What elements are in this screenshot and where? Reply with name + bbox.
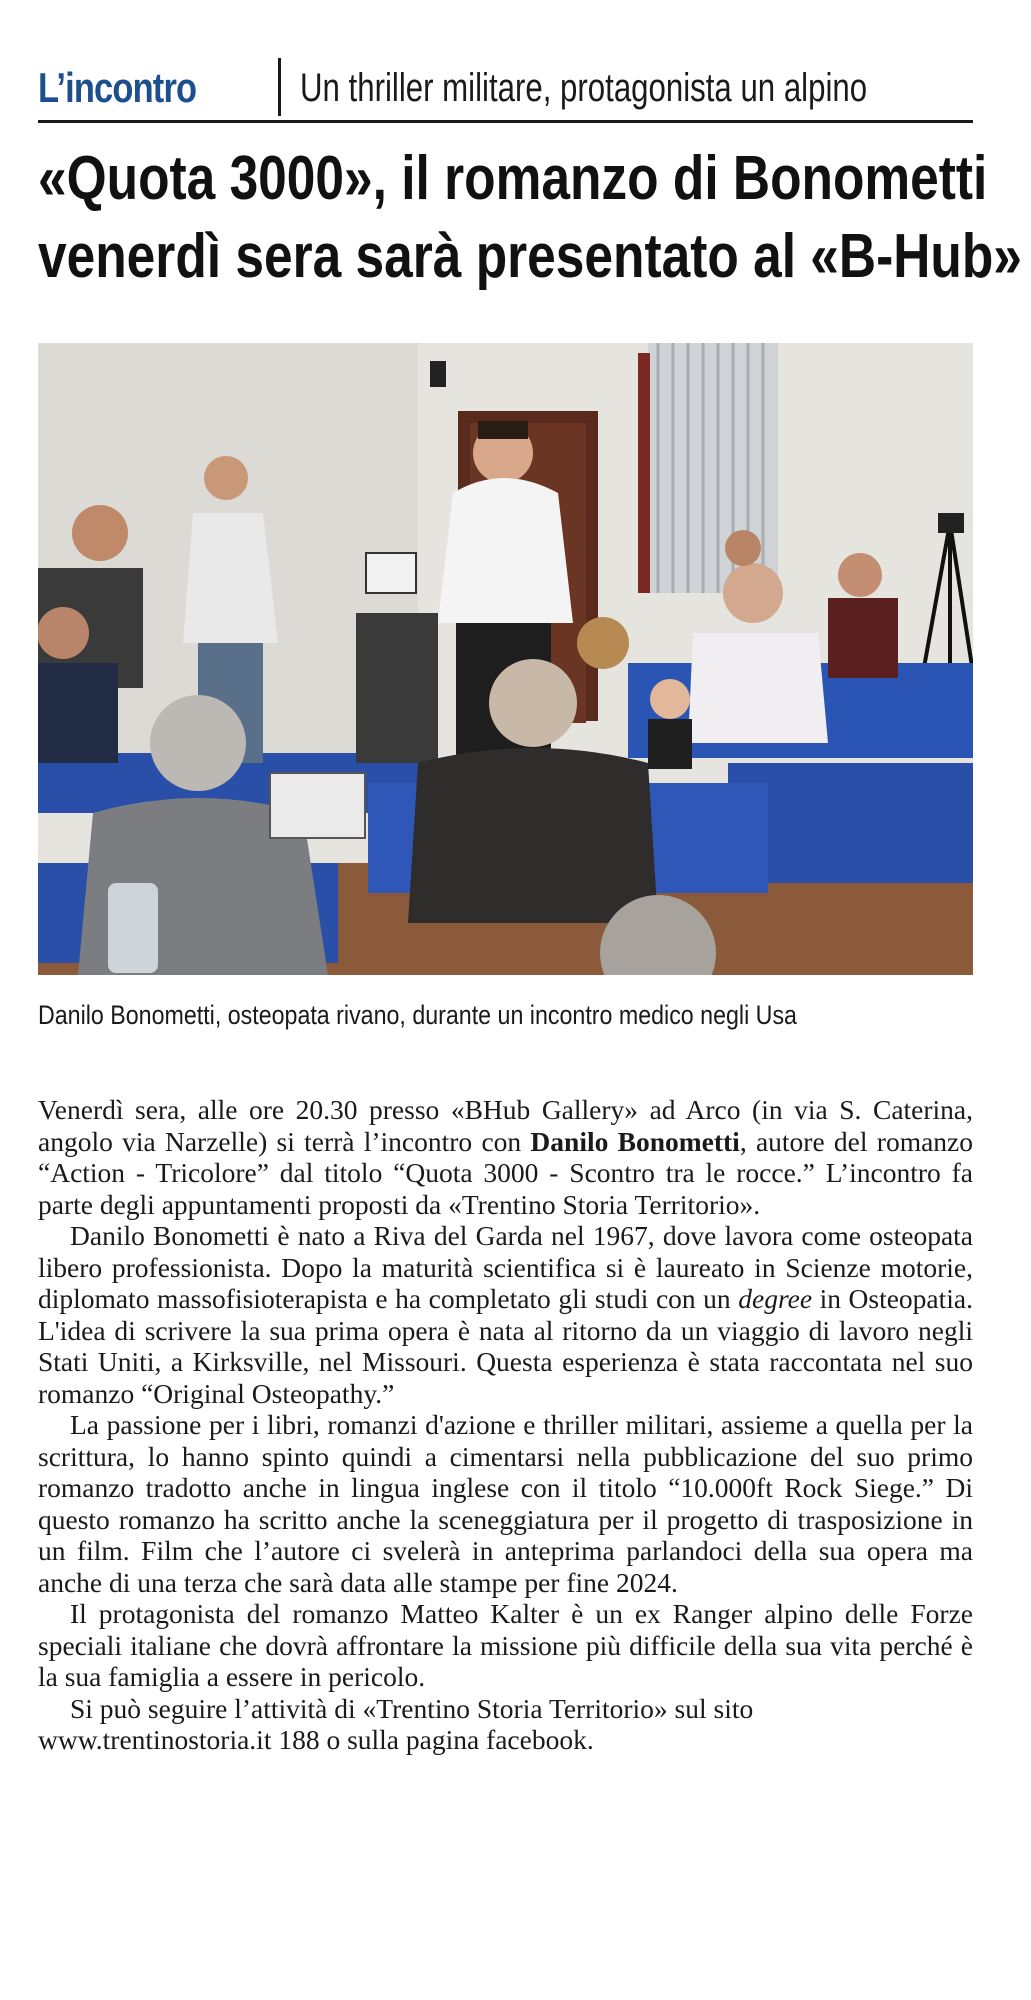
paragraph-2: Danilo Bonometti è nato a Riva del Garda nel 1967, dove lavora come osteopata libero professionista. Dopo la maturità scientifica si è laureato in Scienze motorie, diplomato massofisioterapista e ha completato gli studi con un degree in Osteopatia. L'idea di scrivere la sua prima opera è nata al ritorno da un viaggio di lavoro negli Stati Uniti, a Kirksville, nel Missouri. Questa esperienza è stata raccontata nel suo romanzo “Original Osteopathy.” [38,1220,973,1409]
author-name: Danilo Bonometti [530,1125,740,1157]
paragraph-1: Venerdì sera, alle ore 20.30 presso «BHub Gallery» ad Arco (in via S. Caterina, angolo via Narzelle) si terrà l’incontro con Danilo Bonometti, autore del romanzo “Action - Tricolore” dal titolo “Quota 3000 - Scontro tra le rocce.” L’incontro fa parte degli appuntamenti proposti da «Trentino Storia Territorio». [38,1094,974,1220]
article-body [38,1094,973,1756]
headline [38,140,1022,296]
article-photo [38,343,973,975]
paragraph-4: Il protagonista del romanzo Matteo Kalter è un ex Ranger alpino delle Forze speciali italiane che dovrà affrontare la missione più difficile della sua vita perché è la sua famiglia a essere in pericolo. [38,1598,973,1692]
paragraph-3: La passione per i libri, romanzi d'azione e thriller militari, assieme a quella per la scrittura, lo hanno spinto quindi a cimentarsi nella pubblicazione del suo primo romanzo tradotto anche in lingua inglese con il titolo “10.000ft Rock Siege.” Di questo romanzo ha scritto anche la sceneggiatura per il progetto di trasposizione in un film. Film che l’autore ci svelerà in anteprima parlandoci della sua opera ma anche di una terza che sarà data alle stampe per fine 2024. [38,1409,973,1598]
kicker-subtitle: Un thriller militare, protagonista un alpino [300,66,868,110]
photo-caption: Danilo Bonometti, osteopata rivano, durante un incontro medico negli Usa [38,1000,797,1030]
paragraph-5: Si può seguire l’attività di «Trentino Storia Territorio» sul sito www.trentinostoria.it 188 o sulla pagina facebook. [38,1692,754,1755]
headline-line-2: venerdì sera sarà presentato al «B-Hub» [38,222,1022,291]
headline-line-1: «Quota 3000», il romanzo di Bonometti [38,144,988,213]
section-kicker [38,56,973,123]
section-tag: L’incontro [38,64,197,111]
website-link: www.trentinostoria.it 188 o sulla pagina facebook. [38,1724,594,1755]
kicker-divider [278,58,281,116]
